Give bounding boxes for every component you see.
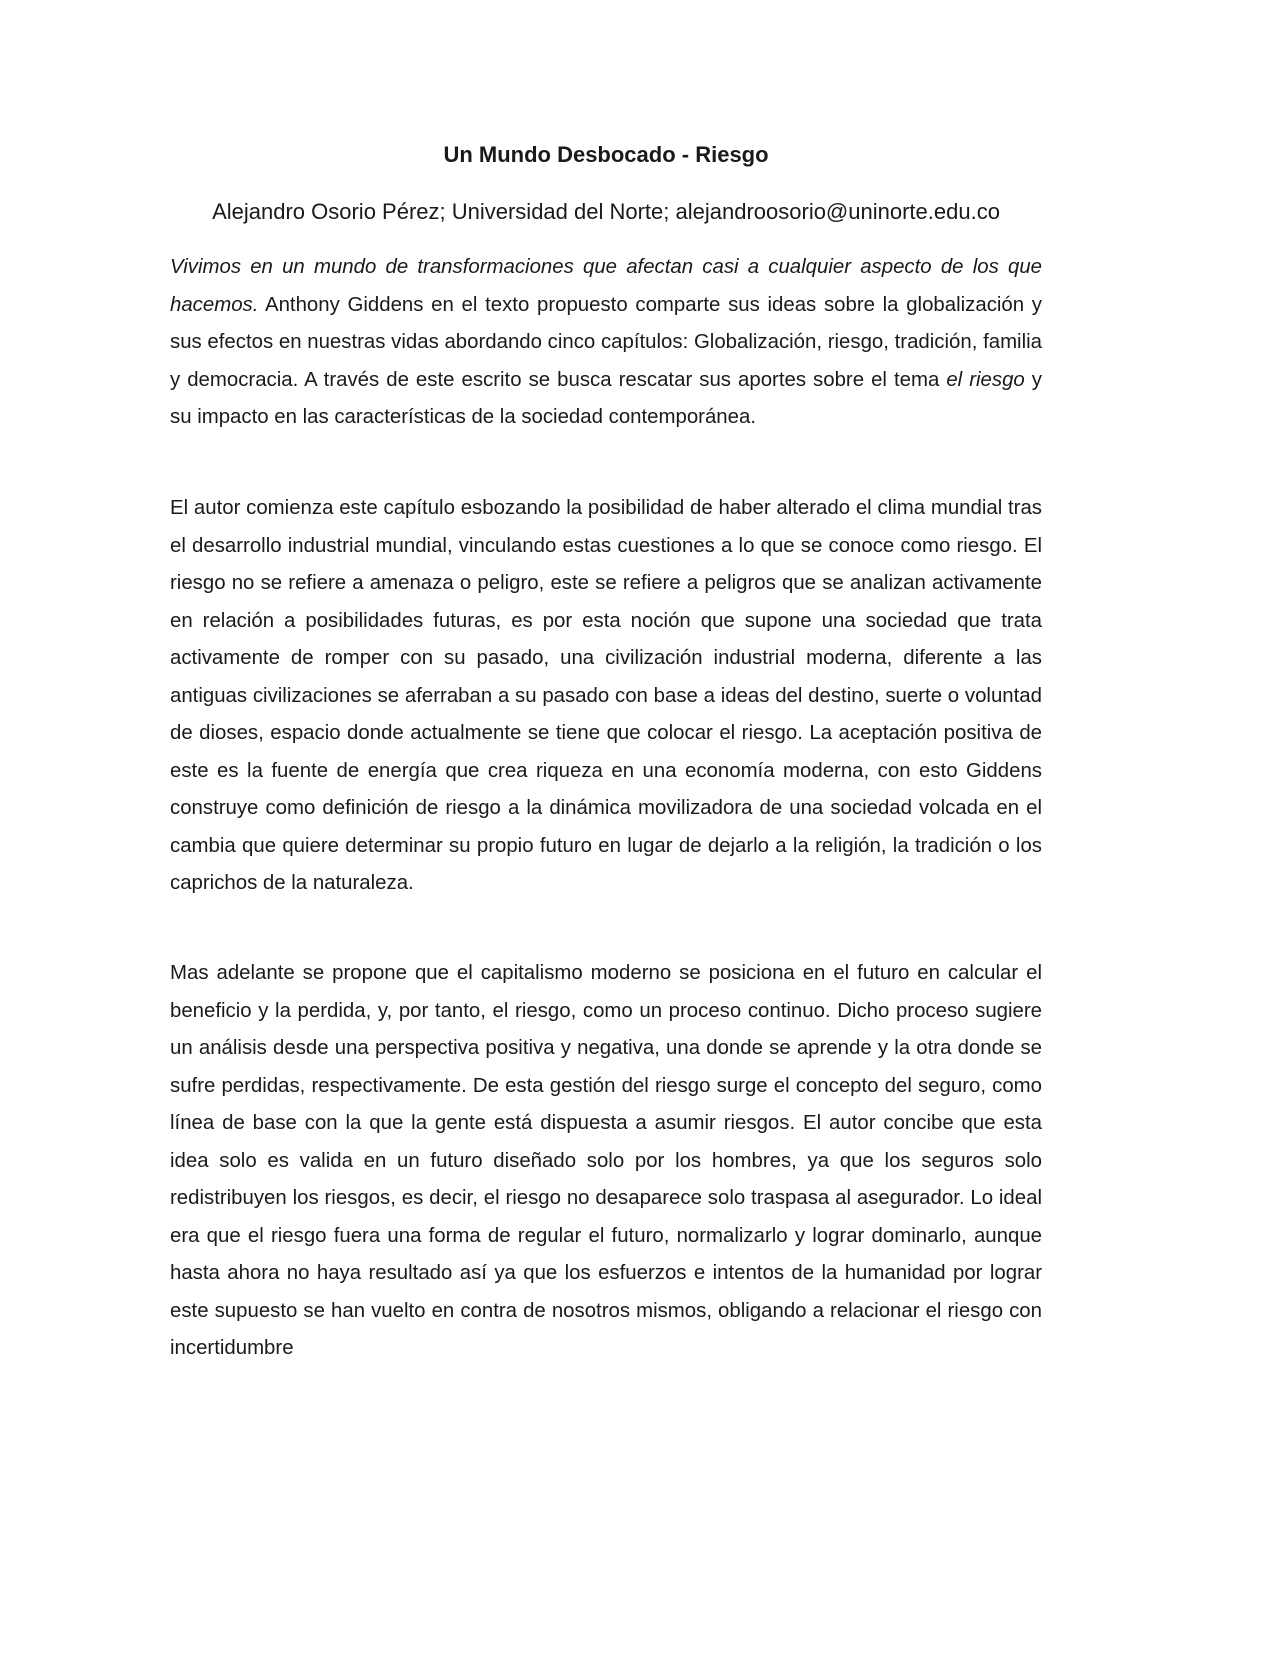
- paragraph-body: El autor comienza este capítulo esbozando la posibilidad de haber alterado el clima mundial tras el desarrollo industrial mundial, vinculando estas cuestiones a lo que se conoce como riesgo. El riesgo no se refiere a amenaza o peligro, este se refiere a peligros que se analizan activamente en relación a posibilidades futuras, es por esta noción que supone una sociedad que trata activamente de romper con su pasado, una civilización industrial moderna, diferente a las antiguas civilizaciones se aferraban a su pasado con base a ideas del destino, suerte o voluntad de dioses, espacio donde actualmente se tiene que colocar el riesgo. La aceptación positiva de este es la fuente de energía que crea riqueza en una economía moderna, con esto Giddens construye como definición de riesgo a la dinámica movilizadora de una sociedad volcada en el cambia que quiere determinar su propio futuro en lugar de dejarlo a la religión, la tradición o los caprichos de la naturaleza.: [170, 497, 1042, 894]
- paragraph-body: Mas adelante se propone que el capitalismo moderno se posiciona en el futuro en calcular el beneficio y la perdida, y, por tanto, el riesgo, como un proceso continuo. Dicho proceso sugiere un análisis desde una perspectiva positiva y negativa, una donde se aprende y la otra donde se sufre perdidas, respectivamente. De esta gestión del riesgo surge el concepto del seguro, como línea de base con la que la gente está dispuesta a asumir riesgos. El autor concibe que esta idea solo es valida en un futuro diseñado solo por los hombres, ya que los seguros solo redistribuyen los riesgos, es decir, el riesgo no desaparece solo traspasa al asegurador. Lo ideal era que el riesgo fuera una forma de regular el futuro, normalizarlo y lograr dominarlo, aunque hasta ahora no haya resultado así ya que los esfuerzos e intentos de la humanidad por lograr este supuesto se han vuelto en contra de nosotros mismos, obligando a relacionar el riesgo con incertidumbre: [170, 962, 1042, 1359]
- paragraph-text: Anthony Giddens en el texto propuesto comparte sus ideas sobre la globalización y sus efectos en nuestras vidas abordando cinco capítulos: Globalización, riesgo, tradición, familia y democracia. A través de este escrito se busca rescatar sus aportes sobre el tema: [170, 293, 1042, 391]
- paragraph-intro: [170, 249, 1042, 437]
- author-line: Alejandro Osorio Pérez; Universidad del Norte; alejandroosorio@uninorte.edu.co: [212, 199, 1000, 224]
- paragraph-text: y su impacto en las características de la sociedad contemporánea.: [170, 368, 1042, 428]
- document-title: Un Mundo Desbocado - Riesgo: [443, 142, 769, 167]
- italic-term: el riesgo: [946, 368, 1025, 391]
- italic-lead: Vivimos en un mundo de transformaciones que afectan casi a cualquier aspecto de los que hacemos.: [170, 256, 1042, 316]
